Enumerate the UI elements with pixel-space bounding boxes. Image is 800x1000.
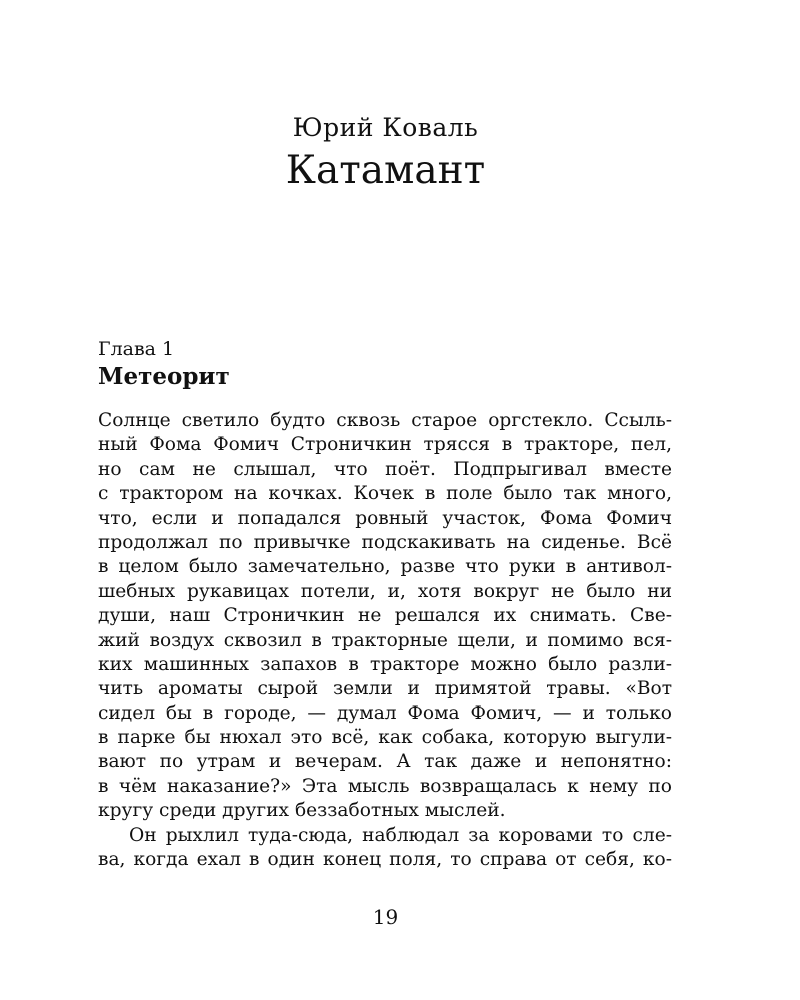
text-line: шебных рукавицах потели, и, хотя вокруг не было ни	[98, 580, 672, 602]
page-number: 19	[372, 905, 399, 929]
text-line: жий воздух сквозил в тракторные щели, и помимо вся-	[98, 629, 672, 651]
text-line: вают по утрам и вечерам. А так даже и непонятно:	[98, 751, 672, 773]
chapter-title: Метеорит	[98, 363, 230, 390]
paragraph-end-line: кругу среди других беззаботных мыслей.	[98, 800, 506, 822]
text-line: в целом было замечательно, разве что руки в антивол-	[98, 556, 672, 578]
text-line: в парке бы нюхал это всё, как собака, которую выгули-	[98, 727, 672, 749]
text-line: что, если и попадался ровный участок, Фома Фомич	[98, 507, 672, 529]
text-line: чить ароматы сырой земли и примятой травы. «Вот	[98, 678, 672, 700]
text-line: Солнце светило будто сквозь старое оргстекло. Ссыль-	[98, 410, 672, 431]
chapter-body-text	[98, 409, 672, 872]
text-line: продолжал по привычке подскакивать на сиденье. Всё	[98, 531, 672, 553]
text-line: ный Фома Фомич Строничкин трясся в тракторе, пел,	[98, 434, 672, 456]
text-line: души, наш Строничкин не решался их снимать. Све-	[98, 605, 672, 627]
paragraph-start-line: Он рыхлил туда-сюда, наблюдал за коровами то сле-	[129, 824, 672, 846]
text-line: с трактором на кочках. Кочек в поле было так много,	[98, 483, 672, 505]
chapter-number: Глава 1	[98, 338, 175, 360]
text-line: ких машинных запахов в тракторе можно было разли-	[98, 653, 672, 675]
book-title: Катамант	[285, 148, 486, 193]
book-header	[0, 112, 771, 196]
text-line: сидел бы в городе, — думал Фома Фомич, — и только	[98, 702, 672, 724]
author-name: Юрий Коваль	[292, 113, 479, 142]
text-line: ва, когда ехал в один конец поля, то справа от себя, ко-	[98, 849, 672, 871]
text-line: в чём наказание?» Эта мысль возвращалась к нему по	[98, 775, 672, 797]
chapter-heading	[98, 337, 230, 392]
text-line: но сам не слышал, что поёт. Подпрыгивал вместе	[98, 458, 672, 480]
